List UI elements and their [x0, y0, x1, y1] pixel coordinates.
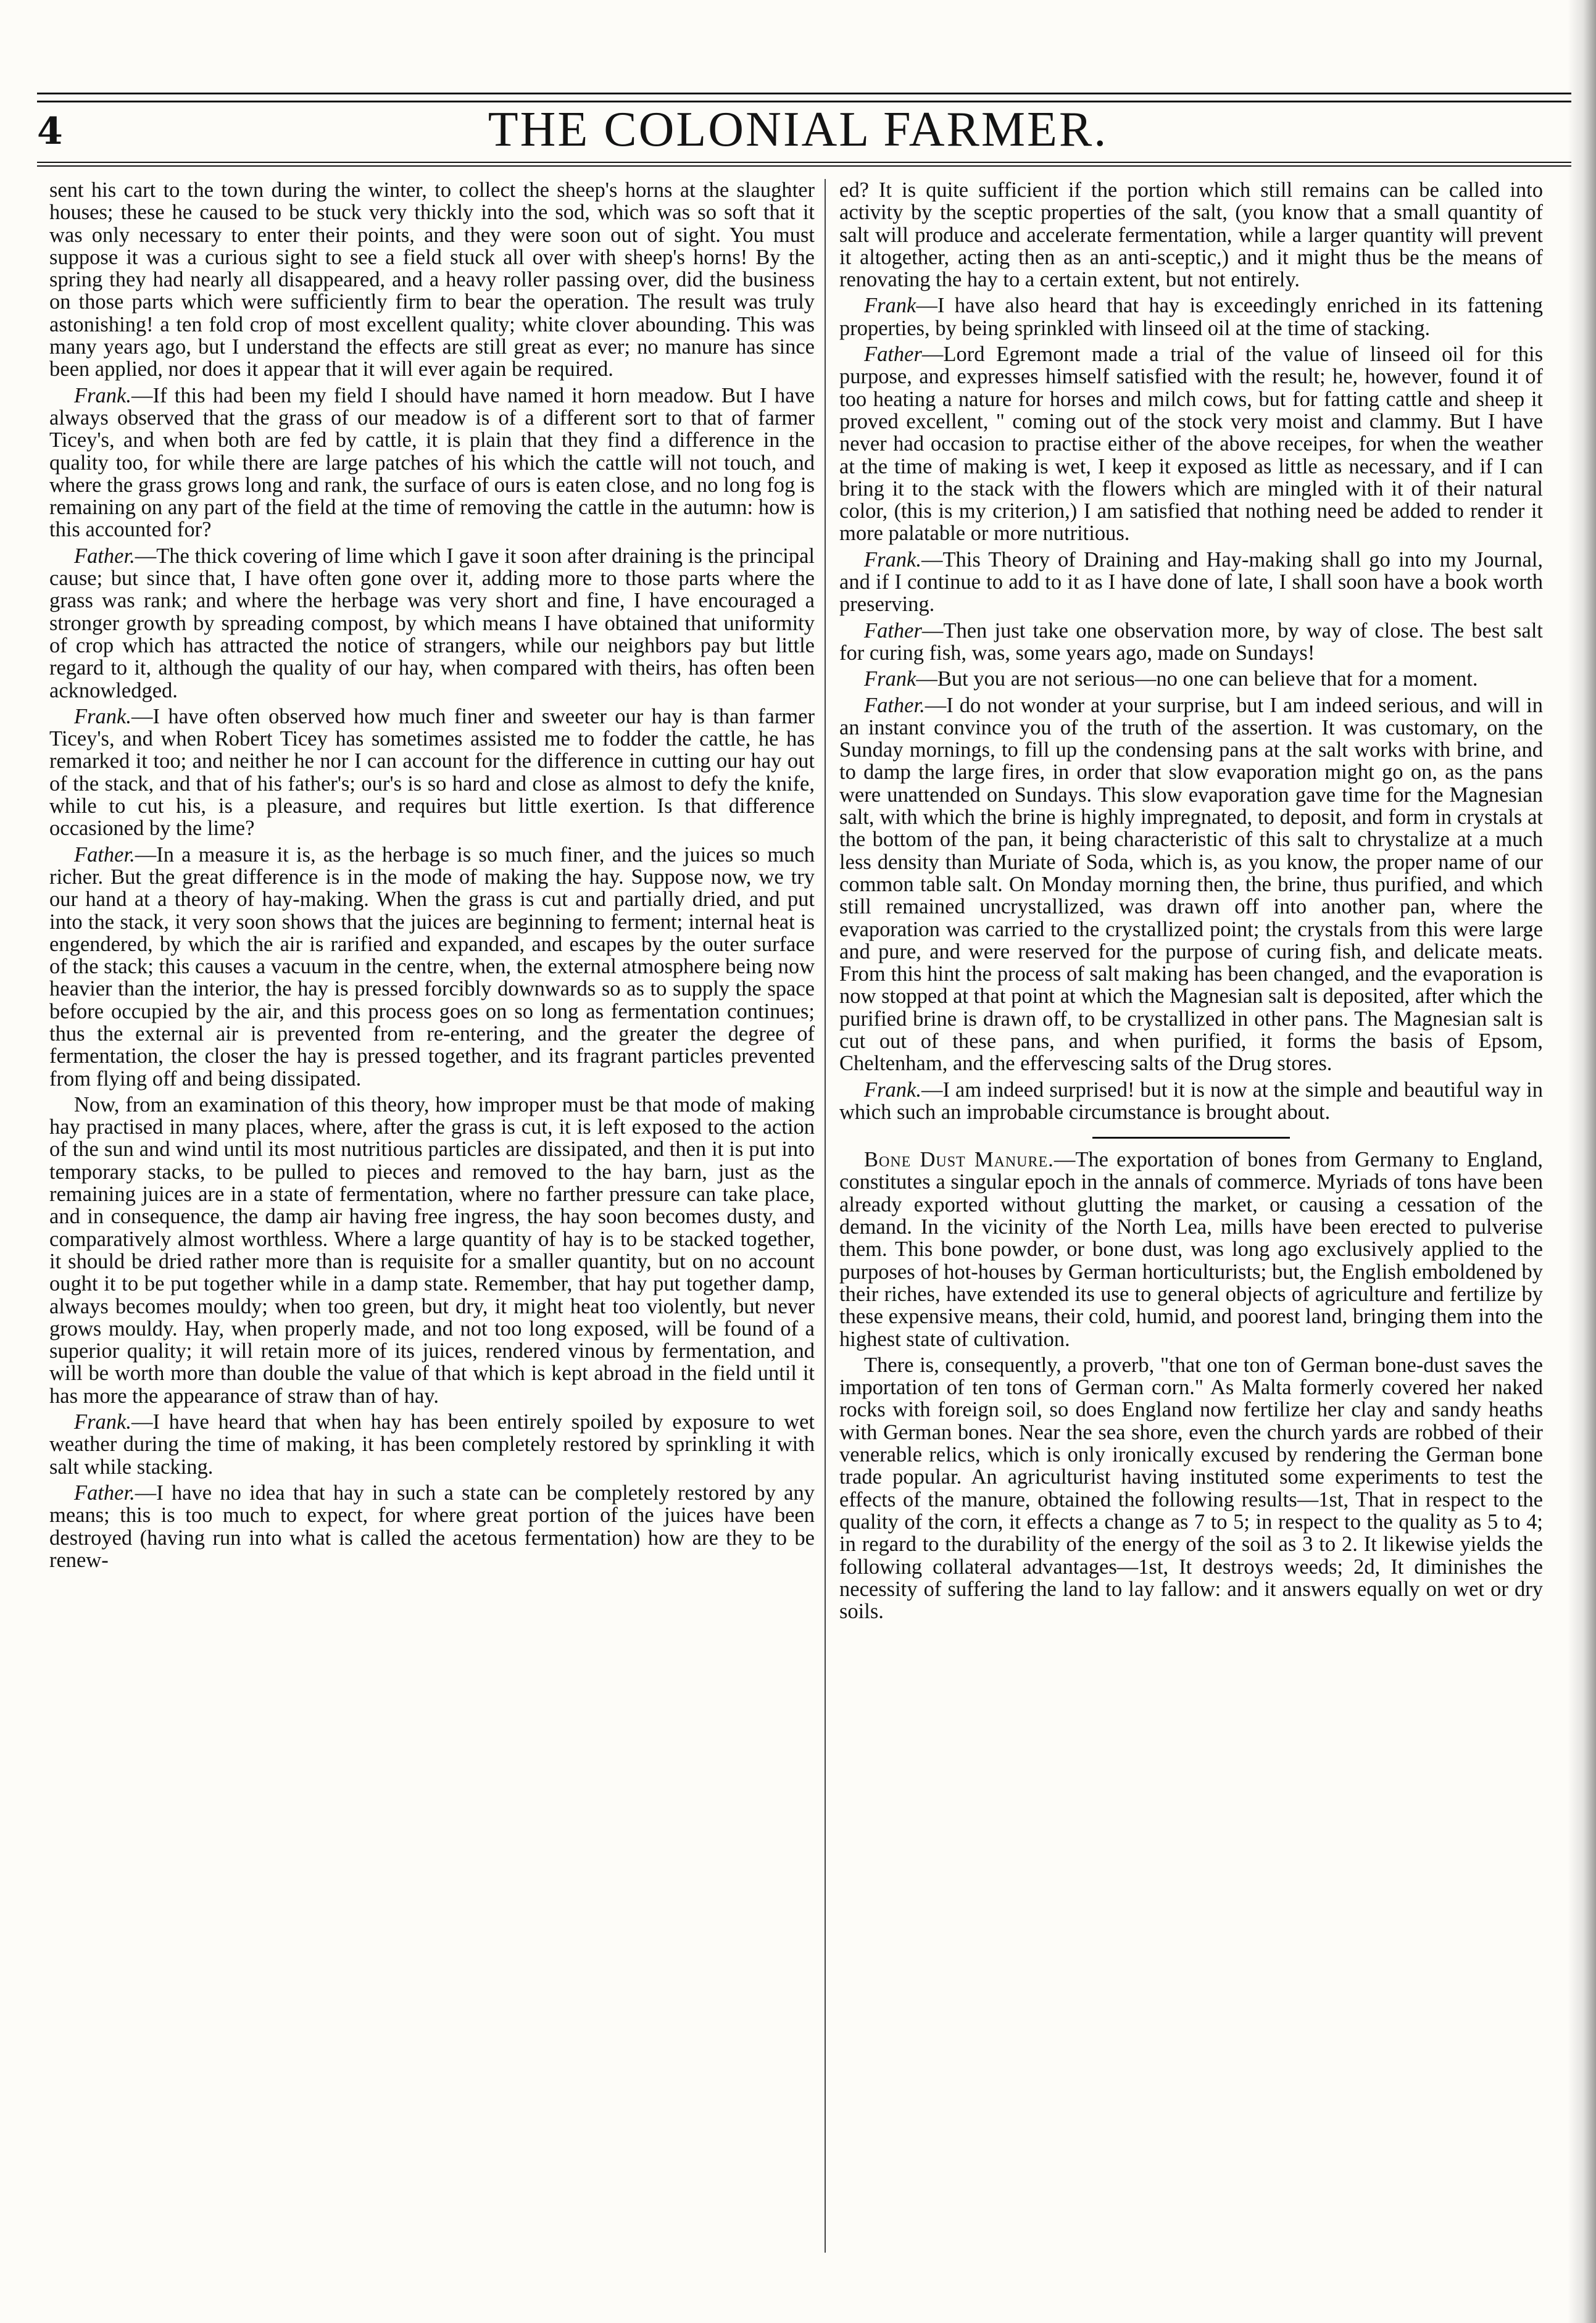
paragraph [49, 844, 815, 1090]
header-rule-bottom [37, 162, 1571, 167]
paragraph-text: —I have no idea that hay in such a state can be completely restored by any means; this is too much to expect, for where great portion of the juices have been destroyed (having run into what is called the acetous fermentation) how are they to be renew- [49, 1481, 815, 1572]
section-divider [1092, 1137, 1290, 1139]
paragraph-text: —Lord Egremont made a trial of the value of linseed oil for this purpose, and expresses himself satisfied with the result; he, however, found it of too heating a nature for horses and milch cows, but for fatting cattle and sheep it proved excellent, " coming out of the stock very moist and clammy. But I have never had occasion to practise either of the above receipes, for when the weather at the time of making is wet, I keep it exposed as little as necessary, and if I can bring it to the stack with the flowers which are mingled with it of their natural color, (this is my criterion,) I am satisfied that nothing need be added to render it more palatable or more nutritious. [839, 343, 1543, 546]
paragraph-text: —I do not wonder at your surprise, but I am indeed serious, and will in an instant convince you of the truth of the assertion. It was customary, on the Sunday mornings, to fill up the condensing pans at the salt works with brine, and to damp the large fires, in order that slow evaporation might go on, as the pans were unattended on Sundays. This slow evaporation gave time for the Magnesian salt, with which the brine is highly impregnated, to deposit, and form in crystals at the bottom of the pan, it being characteristic of this salt to chrystalize at a much less density than Muriate of Soda, which is, as you know, the proper name of our common table salt. On Monday morning then, the brine, thus purified, and which still remained uncrystallized, was drawn off into another pan, where the evaporation was carried to the crystallized point; the crystals from this were large and pure, and were reserved for the purpose of curing fish, and delicate meats. From this hint the process of salt making has been changed, and the evaporation is now stopped at that point at which the Magnesian salt is deposited, after which the purified brine is drawn off, to be crystallized in other pans. The Magnesian salt is cut out of these pans, and when purified, it forms the basis of Epsom, Cheltenham, and the effervescing salts of the Drug stores. [839, 693, 1543, 1076]
paragraph [839, 668, 1543, 690]
paragraph [839, 1079, 1543, 1124]
section-heading: Bone Dust Manure. [864, 1148, 1054, 1172]
speaker-name: Frank. [74, 1410, 131, 1434]
paragraph-text: —I have also heard that hay is exceedingly enriched in its fattening properties, by being sprinkled with linseed oil at the time of stacking. [839, 294, 1543, 340]
left-column [49, 179, 815, 2302]
paragraph [839, 1149, 1543, 1350]
paragraph [49, 384, 815, 541]
paragraph [49, 705, 815, 840]
column-divider [825, 179, 826, 2253]
speaker-name: Frank. [74, 704, 131, 728]
masthead-title: THE COLONIAL FARMER. [488, 102, 1108, 157]
speaker-name: Father. [74, 842, 135, 866]
paragraph-text: —But you are not serious—no one can believe that for a moment. [916, 667, 1478, 691]
speaker-name: Frank. [864, 547, 921, 571]
paragraph [49, 1482, 815, 1571]
paragraph-text: —I am indeed surprised! but it is now at the simple and beautiful way in which such an improbable circumstance is brought about. [839, 1078, 1543, 1124]
speaker-name: Father. [864, 693, 925, 717]
right-column [839, 179, 1543, 2302]
speaker-name: Father [864, 343, 922, 367]
speaker-name: Father. [74, 1481, 135, 1505]
paragraph-text: —The exportation of bones from Germany to England, constitutes a singular epoch in the annals of commerce. Myriads of tons have been already exported without glutting the market, or causing a cessation of the demand. In the vicinity of the North Lea, mills have been erected to pulverise them. This bone powder, or bone dust, was long ago exclusively applied to the purposes of hot-houses by German horticulturists; but, the English emboldened by their riches, have extended its use to general objects of agriculture and fertilize by these expensive means, their cold, humid, and poorest land, bringing them into the highest state of cultivation. [839, 1148, 1543, 1351]
page-number: 4 [37, 110, 63, 153]
header-rule-top [37, 93, 1571, 102]
paragraph-text: —This Theory of Draining and Hay-making shall go into my Journal, and if I continue to add to it as I have done of late, I shall soon have a book worth preserving. [839, 547, 1543, 617]
speaker-name: Father [864, 618, 922, 642]
speaker-name: Father. [74, 544, 135, 568]
paragraph [839, 620, 1543, 665]
paragraph [839, 549, 1543, 616]
speaker-name: Frank. [74, 383, 131, 407]
page-binding-edge [1568, 0, 1596, 2323]
paragraph [839, 294, 1543, 339]
speaker-name: Frank [864, 294, 916, 318]
speaker-name: Frank [864, 667, 916, 691]
paragraph: Now, from an examination of this theory, how improper must be that mode of making hay practised in many places, where, after the grass is cut, it is left exposed to the action of the sun and wind until its most nutritious particles are dissipated, and then it is put into temporary stacks, to be pulled to pieces and removed to the hay barn, just as the remaining juices are in a state of fermentation, where no farther pressure can take place, and in consequence, the damp air having free ingress, the hay soon becomes dusty, and comparatively almost worthless. Where a large quantity of hay is to be stacked together, it should be dried rather more than is requisite for a smaller quantity, but on no account ought it to be put together while in a damp state. Remember, that hay put together damp, always becomes mouldy; when too green, but dry, it might heat too violently, but never grows mouldy. Hay, when properly made, and not too long exposed, will be found of a superior quality; it will retain more of its juices, rendered vinous by fermentation, and will be worth more than double the value of that which is kept abroad in the field until it has more the appearance of straw than of hay. [49, 1092, 815, 1408]
paragraph-text: —I have often observed how much finer and sweeter our hay is than farmer Ticey's, and when Robert Ticey has sometimes assisted me to fodder the cattle, he has remarked it too; and neither he nor I can account for the difference in cutting our hay out of the stack, and that of his father's; our's is so hard and close as almost to defy the knife, while to cut his, is a pleasure, and requires but little exertion. Is that difference occasioned by the lime? [49, 704, 815, 841]
paragraph-text: —The thick covering of lime which I gave it soon after draining is the principal cause; but since that, I have often gone over it, adding more to those parts where the grass was rank; and where the herbage was very short and fine, I have encouraged a stronger growth by spreading compost, by which means I have obtained that uniformity of crop which has attracted the notice of strangers, while our neighbors pay but little regard to it, although the quality of our hay, when compared with theirs, has often been acknowledged. [49, 544, 815, 702]
paragraph: There is, consequently, a proverb, "that one ton of German bone-dust saves the importation of ten tons of German corn." As Malta formerly covered her naked rocks with foreign soil, so does England now fertilize her clay and sandy heaths with German bones. Near the sea shore, even the church yards are robbed of their venerable relics, which is only ironically excused by rendering the German bone trade popular. An agriculturist having instituted some experiments to test the effects of the manure, obtained the following results—1st, That in respect to the quality of the corn, it effects a change as 7 to 5; in respect to the quality as 5 to 4; in regard to the durability of the energy of the soil as 3 to 2. It likewise yields the following collateral advantages—1st, It destroys weeds; 2d, It diminishes the necessity of suffering the land to lay fallow: and it answers equally on wet or dry soils. [839, 1353, 1543, 1624]
paragraph-text: —Then just take one observation more, by way of close. The best salt for curing fish, was, some years ago, made on Sundays! [839, 618, 1543, 665]
paragraph [49, 1411, 815, 1478]
paragraph-text: —In a measure it is, as the herbage is so much finer, and the juices so much richer. But the great difference is in the mode of making the hay. Suppose now, we try our hand at a theory of hay-making. When the grass is cut and partially dried, and put into the stack, it very soon shows that the juices are beginning to ferment; internal heat is engendered, by which the air is rarified and expanded, and escapes by the outer surface of the stack; this causes a vacuum in the centre, when, the external atmosphere being now heavier than the interior, the hay is pressed forcibly downwards so as to supply the space before occupied by the air, and this process goes on so long as fermentation continues; thus the external air is prevented from re-entering, and the greater the degree of fermentation, the closer the hay is pressed together, and its fragrant particles prevented from flying off and being dissipated. [49, 842, 815, 1091]
paragraph-text: —If this had been my field I should have named it horn meadow. But I have always observed that the grass of our meadow is of a different sort to that of farmer Ticey's, and when both are fed by cattle, it is plain that they find a difference in the quality too, for while there are large patches of his which the cattle will not touch, and where the grass grows long and rank, the surface of ours is eaten close, and no long fog is remaining on any part of the field at the time of removing the cattle in the autumn: how is this accounted for? [49, 383, 815, 542]
paragraph: ed? It is quite sufficient if the portion which still remains can be called into activity by the sceptic properties of the salt, (you know that a small quantity of salt will produce and accelerate fermentation, while a larger quantity will prevent it altogether, acting then as an anti-sceptic,) and it might thus be the means of renovating the hay to a certain extent, but not entirely. [839, 179, 1543, 292]
paragraph: sent his cart to the town during the winter, to collect the sheep's horns at the slaughter houses; these he caused to be stuck very thickly into the sod, which was so soft that it was only necessary to enter their points, and they were soon out of sight. You must suppose it was a curious sight to see a field stuck all over with sheep's horns! By the spring they had nearly all disappeared, and a heavy roller passing over, did the business on those parts which were sufficiently firm to bear the operation. The result was truly astonishing! a ten fold crop of most excellent quality; white clover abounding. This was many years ago, but I understand the effects are still great as ever; no manure has since been applied, nor does it appear that it will ever again be required. [49, 179, 815, 381]
paragraph [49, 545, 815, 702]
paragraph [839, 343, 1543, 545]
speaker-name: Frank. [864, 1078, 921, 1102]
paragraph [839, 694, 1543, 1075]
paragraph-text: —I have heard that when hay has been entirely spoiled by exposure to wet weather during the time of making, it has been completely restored by sprinkling it with salt while stacking. [49, 1410, 815, 1479]
